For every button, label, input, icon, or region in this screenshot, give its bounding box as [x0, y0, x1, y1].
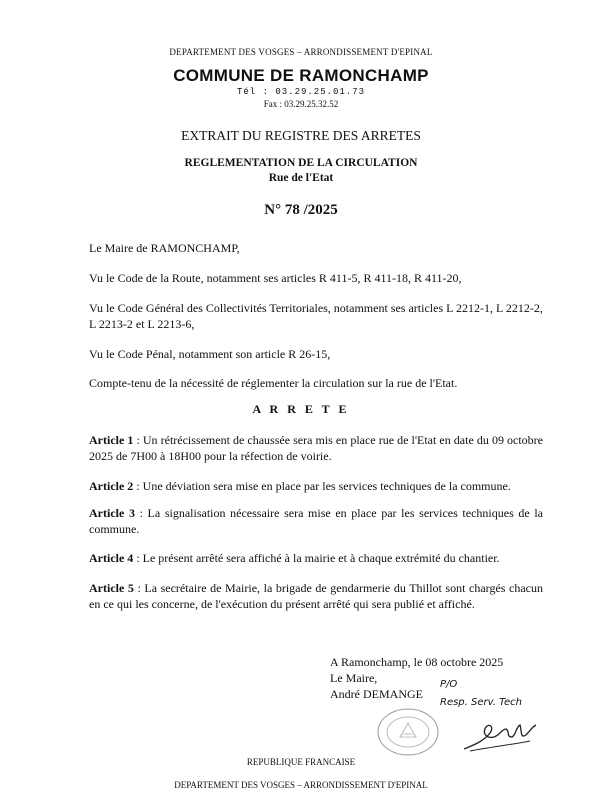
arrete-heading: A R R E T E: [252, 402, 350, 416]
article-label: Article 2: [89, 479, 134, 493]
signature-role: Le Maire,: [330, 671, 378, 685]
footer-department: DEPARTEMENT DES VOSGES – ARRONDISSEMENT D'EPINAL: [174, 780, 428, 790]
article-text: : Un rétrécissement de chaussée sera mis en place rue de l'Etat en date du 09 octobre 2025 de 7H00 à 18H00 pour la réfection de voirie.: [89, 433, 544, 463]
article-text: : Le présent arrêté sera affiché à la mairie et à chaque extrémité du chantier.: [133, 551, 500, 565]
decree-number: N° 78 /2025: [264, 202, 338, 218]
preamble-code-penal: Vu le Code Pénal, notamment son article R 26-15,: [89, 347, 331, 361]
signature-place-date: A Ramonchamp, le 08 octobre 2025: [330, 655, 504, 669]
article-1: [89, 432, 543, 464]
article-3: [89, 505, 543, 537]
fax-number: Fax : 03.29.25.32.52: [263, 99, 339, 109]
article-5: [89, 580, 543, 612]
preamble-code-route: Vu le Code de la Route, notamment ses articles R 411-5, R 411-18, R 411-20,: [89, 271, 462, 285]
article-label: Article 4: [89, 551, 134, 565]
article-label: Article 1: [89, 433, 134, 447]
article-4: [89, 550, 543, 566]
mairie-stamp: [376, 707, 440, 757]
handwritten-po: P/O: [440, 679, 458, 690]
article-label: Article 5: [89, 581, 134, 595]
phone-number: Tél : 03.29.25.01.73: [236, 87, 366, 97]
signature-name: André DEMANGE: [330, 687, 423, 701]
handwritten-signature: [460, 715, 540, 755]
article-text: : Une déviation sera mise en place par les services techniques de la commune.: [133, 479, 511, 493]
preamble-cgct: Vu le Code Général des Collectivités Territoriales, notamment ses articles L 2212-1, L 2212-2, L 2213-2 et L 2213-6,: [89, 301, 543, 331]
article-text: : La signalisation nécessaire sera mise en place par les services techniques de la commune.: [89, 506, 543, 536]
preamble-compte-tenu: Compte-tenu de la nécessité de réglementer la circulation sur la rue de l'Etat.: [89, 376, 458, 390]
commune-name: COMMUNE DE RAMONCHAMP: [173, 66, 429, 85]
article-label: Article 3: [89, 506, 135, 520]
article-2: [89, 478, 543, 494]
republique-francaise: REPUBLIQUE FRANCAISE: [246, 757, 356, 767]
regulation-title: REGLEMENTATION DE LA CIRCULATION: [184, 157, 418, 169]
handwritten-service: Resp. Serv. Tech: [440, 697, 522, 708]
header-department: DEPARTEMENT DES VOSGES – ARRONDISSEMENT D'EPINAL: [169, 47, 433, 57]
preamble-mayor: Le Maire de RAMONCHAMP,: [89, 241, 240, 255]
register-extract-title: EXTRAIT DU REGISTRE DES ARRETES: [181, 128, 421, 143]
article-text: : La secrétaire de Mairie, la brigade de gendarmerie du Thillot sont chargés chacun en ce qui les concerne, de l'exécution du présent arrêté qui sera publié et affiché.: [89, 581, 543, 611]
street-name: Rue de l'Etat: [268, 172, 334, 184]
